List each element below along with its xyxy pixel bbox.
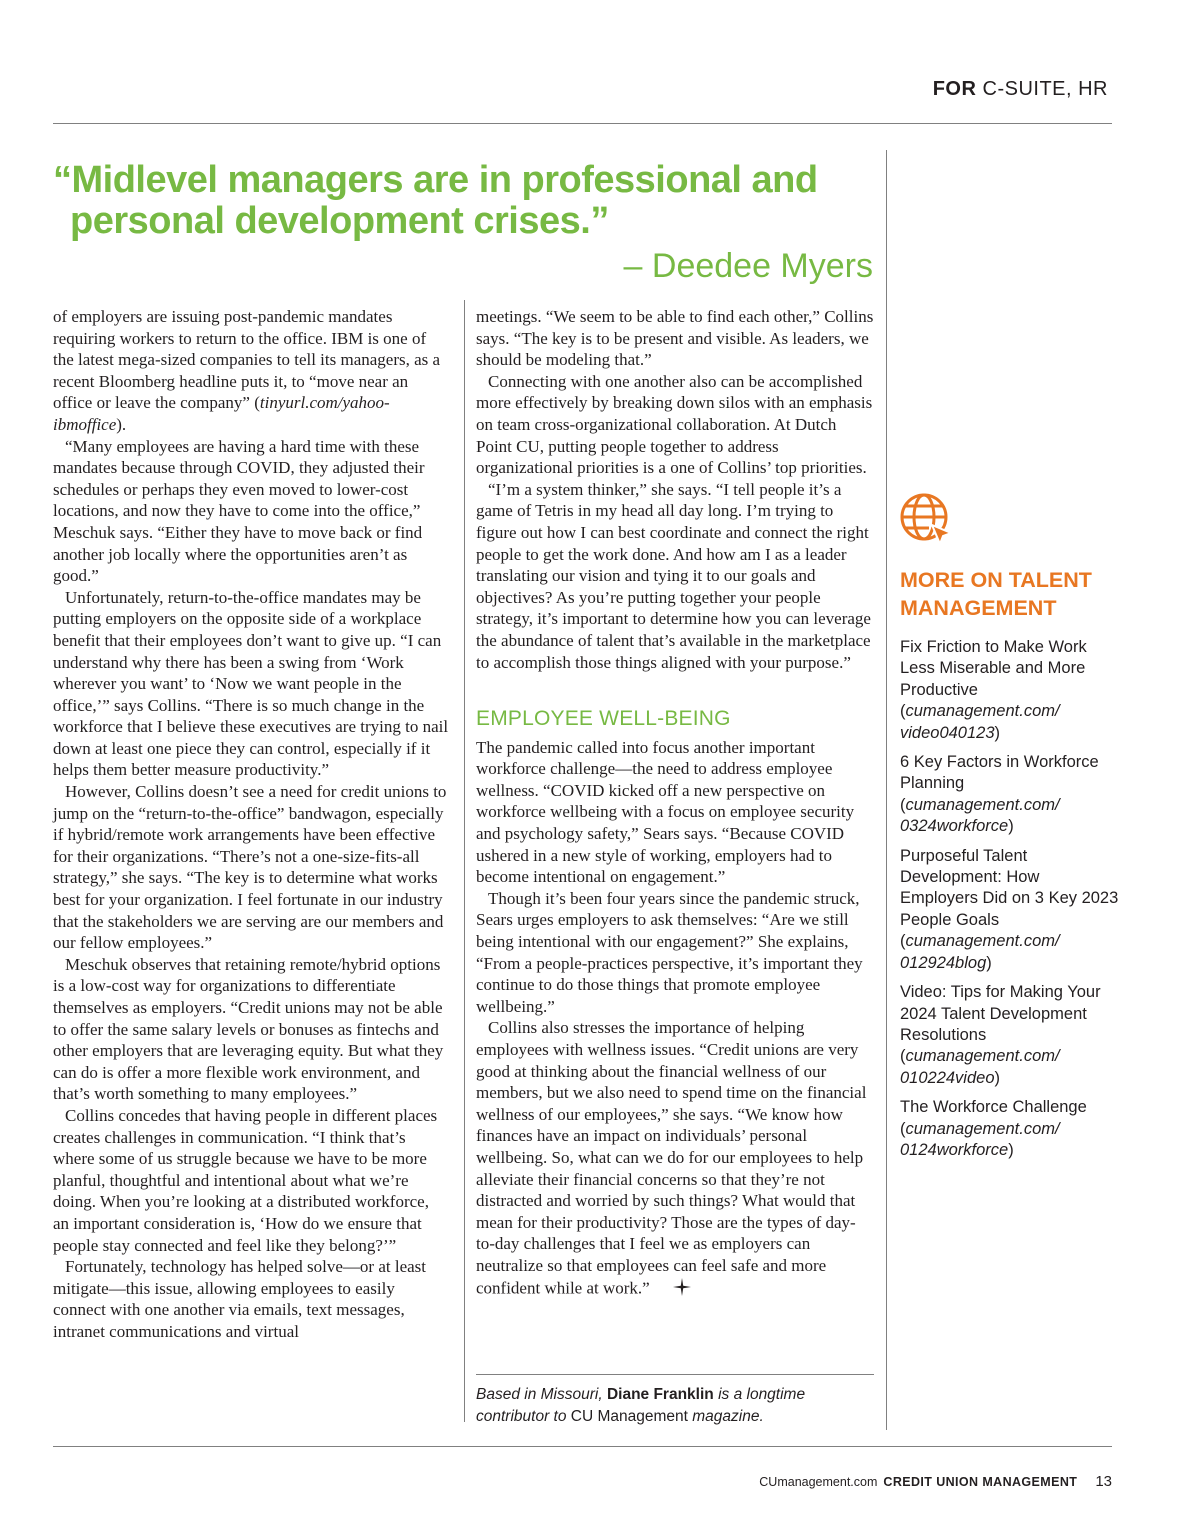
paren: ( (900, 1047, 906, 1066)
link-title[interactable]: Video: Tips for Making Your 2024 Talent Development Resolutions (900, 983, 1101, 1044)
link-url[interactable]: cumanagement.com/ 0324workforce (900, 795, 1060, 836)
paragraph: “Many employees are having a hard time with these mandates because through COVID, they adjusted their schedules or perhaps they even moved to lower-cost locations, and now they have to come into the office,” Meschuk says. “Either they have to move back or find another job locally where the opportunities aren’t as good.” (53, 436, 425, 586)
link-url[interactable]: cumanagement.com/ 012924blog (900, 932, 1060, 972)
paragraph: Unfortunately, return-to-the-office mandates may be putting employers on the opposite side of a workplace benefit that their employees don’t want to give up. “I can understand why there has been a swing from ‘Work wherever you want’ to ‘Now we want people in the office,’” says Collins. “There is so much change in the workforce that I believe these executives are trying to nail down at least one piece they can control, especially if it helps them better measure productivity.” (53, 587, 449, 780)
text: ). (116, 414, 127, 434)
paren: ( (900, 932, 906, 951)
link-title[interactable]: The Workforce Challenge (900, 1098, 1087, 1117)
paragraph: Though it’s been four years since the pandemic struck, Sears urges employers to ask themselves: “Are we still being intentional with our engagement?” She explains, “From a people-practices perspective, it’s important they continue to do those things that promote employee wellbeing.” (476, 888, 863, 1016)
section-heading: EMPLOYEE WELL-BEING (476, 707, 731, 731)
paren: ( (900, 795, 906, 814)
paren: ) (994, 723, 1001, 742)
paragraph (53, 306, 449, 436)
author-bio (476, 1384, 874, 1428)
paren: ( (900, 702, 906, 721)
top-rule (53, 123, 1112, 124)
text: Based in Missouri, (476, 1386, 607, 1403)
sidebar-links (900, 637, 1120, 1169)
paren: ) (994, 1068, 1001, 1087)
link-title[interactable]: 6 Key Factors in Workforce Planning (900, 753, 1099, 793)
article-left-column (53, 306, 449, 1343)
sidebar-link-item[interactable] (900, 846, 1120, 974)
section-prefix: FOR (932, 78, 977, 100)
link-title[interactable]: Purposeful Talent Development: How Employers Did on 3 Key 2023 People Goals (900, 846, 1119, 929)
page-number: 13 (1095, 1473, 1112, 1490)
end-of-article-icon (660, 1277, 692, 1303)
paren: ( (900, 1119, 906, 1138)
paragraph: Collins concedes that having people in different places creates challenges in communication. “I think that’s where some of us struggle because we have to be more planful, thoughtful and intentional about what we’re doing. When you’re looking at a distributed workforce, an important consideration is, ‘How do we ensure that people stay connected and feel like they belong?’” (53, 1105, 438, 1255)
page-footer (759, 1473, 1112, 1490)
pull-quote-line1: “Midlevel managers are in professional and (53, 159, 818, 201)
sidebar-link-item[interactable] (900, 982, 1120, 1089)
sidebar-link-item[interactable] (900, 637, 1120, 744)
pull-quote-line2: personal development crises.” (70, 200, 609, 242)
text: is a longtime contributor to (476, 1386, 806, 1425)
quote-attribution: – Deedee Myers (623, 247, 873, 285)
section-header (933, 78, 1108, 101)
sidebar-title: MORE ON TALENT MANAGEMENT (900, 568, 1092, 620)
link-url[interactable]: cumanagement.com/ 010224video (900, 1047, 1060, 1087)
paragraph: Connecting with one another also can be accomplished more effectively by breaking down silos with an emphasis on team cross-organizational collaboration. At Dutch Point CU, putting people together to address organizational priorities is a one of Collins’ top priorities. (476, 371, 873, 478)
footer-site: CUmanagement.com (759, 1475, 878, 1489)
sidebar-link-item[interactable] (900, 752, 1120, 838)
globe-cursor-icon (899, 492, 955, 553)
paragraph: The pandemic called into focus another important workforce challenge—the need to address employee wellness. “COVID kicked off a new perspective on workforce wellbeing with a focus on employee security and psychology safety,” Sears says. “Because COVID ushered in a new style of working, employers had to become intentional on engagement.” (476, 737, 855, 887)
paragraph: “I’m a system thinker,” she says. “I tell people it’s a game of Tetris in my head all day long. I’m trying to figure out how I can best coordinate and connect the right people to get the work done. And how am I as a leader translating our vision and tying it to our goals and objectives? As you’re putting together your people strategy, it’s important to determine how you can leverage the abundance of talent that’s available in the marketplace to accomplish those things aligned with your purpose.” (476, 479, 871, 672)
column-divider (464, 300, 465, 1422)
link-title[interactable]: Fix Friction to Make Work Less Miserable and More Productive (900, 638, 1087, 699)
link-url[interactable]: cumanagement.com/ video040123 (900, 702, 1060, 742)
paragraph: meetings. “We seem to be able to find each other,” Collins says. “The key is to be present and visible. As leaders, we should be modeling that.” (476, 307, 874, 370)
paragraph: Meschuk observes that retaining remote/hybrid options is a low-cost way for organizations to differentiate themselves as employers. “Credit unions may not be able to offer the same salary levels or bonuses as fintechs and other employers that are leveraging equity. But what they can do is offer a more flexible work environment, and that’s worth something to many employees.” (53, 954, 444, 1104)
link-url[interactable]: cumanagement.com/ 0124workforce (900, 1119, 1060, 1159)
section-name: C-SUITE, HR (982, 78, 1108, 100)
paren: ) (986, 953, 992, 972)
footer-magazine: CREDIT UNION MANAGEMENT (883, 1475, 1078, 1489)
bottom-rule (53, 1446, 1112, 1447)
author-name: Diane Franklin (606, 1386, 714, 1403)
article-middle-column (476, 306, 874, 1302)
article-link[interactable]: tinyurl.com/yahoo-ibmoffice (53, 393, 390, 434)
paren: ) (1008, 817, 1014, 836)
magazine-name: CU Management (570, 1408, 688, 1425)
bio-rule (476, 1374, 874, 1375)
paragraph: However, Collins doesn’t see a need for credit unions to jump on the “return-to-the-office” bandwagon, especially if hybrid/remote work arrangements have been effective for their organizations. “There’s not a one-size-fits-all strategy,” she says. “The key is to determine what works best for your organization. I feel fortunate in our industry that the stakeholders we are serving are our members and our fellow employees.” (53, 782, 447, 953)
text: Collins also stresses the importance of helping employees with wellness issues. “Credit unions are very good at thinking about the financial wellness of our members, but we also need to spend time on the financial wellness of our employees,” she says. “We know how finances have an impact on individuals’ personal wellbeing. So, what can we do for our employees to help alleviate their financial concerns so that they’re not distracted and worried by such things? What would that mean for their productivity? Those are the types of day-to-day challenges that I feel we as employers can neutralize so that employees can feel safe and more confident while at work.” (476, 1018, 867, 1298)
paragraph: Fortunately, technology has helped solve—or at least mitigate—this issue, allowing employees to easily connect with one another via emails, text messages, intranet communications and virtual (53, 1257, 427, 1341)
text: of employers are issuing post-pandemic mandates requiring workers to return to the office. IBM is one of the latest mega-sized companies to tell its managers, as a recent Bloomberg headline puts it, to “move near an office or leave the company” ( (53, 307, 441, 413)
sidebar-link-item[interactable] (900, 1097, 1120, 1161)
paren: ) (1008, 1140, 1014, 1159)
pull-quote (53, 160, 883, 242)
text: magazine. (687, 1408, 764, 1425)
sidebar-divider (886, 150, 887, 1430)
paragraph (476, 1017, 874, 1302)
